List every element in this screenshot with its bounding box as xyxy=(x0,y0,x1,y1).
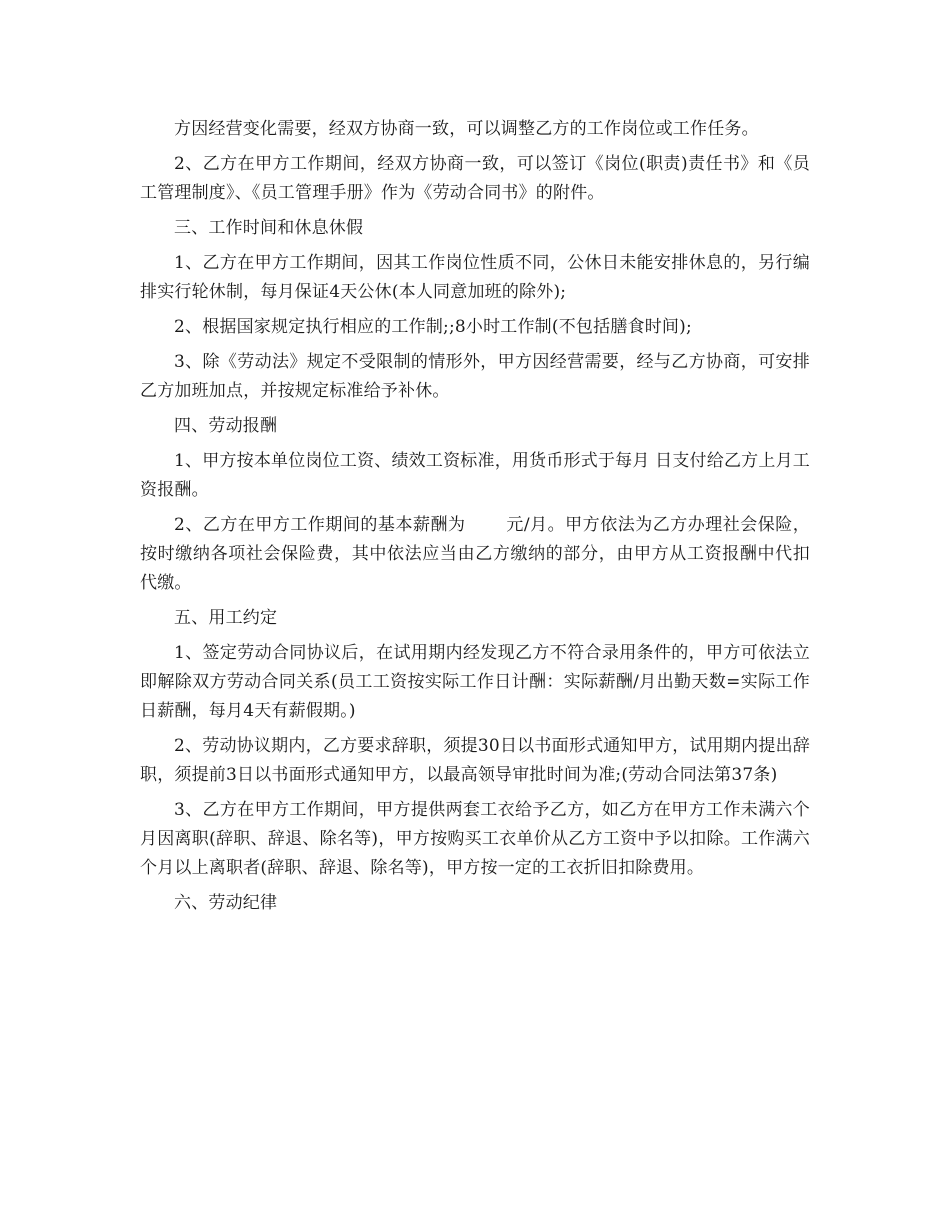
paragraph-overtime: 3、除《劳动法》规定不受限制的情形外，甲方因经营需要，经与乙方协商，可安排乙方加班加点，并按规定标准给予补休。 xyxy=(140,352,810,401)
paragraph-resignation: 2、劳动协议期内，乙方要求辞职，须提30日以书面形式通知甲方，试用期内提出辞职，须提前3日以书面形式通知甲方，以最高领导审批时间为准;(劳动合同法第37条) xyxy=(140,736,810,785)
paragraph-base-salary: 2、乙方在甲方工作期间的基本薪酬为 元/月。甲方依法为乙方办理社会保险，按时缴纳各项社会保险费，其中依法应当由乙方缴纳的部分，由甲方从工资报酬中代扣代缴。 xyxy=(140,515,810,593)
paragraph-continuation: 方因经营变化需要，经双方协商一致，可以调整乙方的工作岗位或工作任务。 xyxy=(174,119,759,139)
section-heading-discipline: 六、劳动纪律 xyxy=(174,893,278,913)
section-heading-employment-terms: 五、用工约定 xyxy=(174,608,278,628)
document-body xyxy=(140,115,810,918)
paragraph-salary-payment: 1、甲方按本单位岗位工资、绩效工资标准，用货币形式于每月 日支付给乙方上月工资报酬。 xyxy=(140,451,810,500)
section-heading-work-hours: 三、工作时间和休息休假 xyxy=(174,218,364,238)
paragraph-probation: 1、签定劳动合同协议后，在试用期内经发现乙方不符合录用条件的，甲方可依法立即解除双方劳动合同关系(员工工资按实际工作日计酬：实际薪酬/月出勤天数=实际工作日薪酬，每月4天有薪假期。) xyxy=(140,643,810,721)
paragraph-rotation-rest: 1、乙方在甲方工作期间，因其工作岗位性质不同，公休日未能安排休息的，另行编排实行轮休制，每月保证4天公休(本人同意加班的除外); xyxy=(140,253,810,302)
paragraph-work-system: 2、根据国家规定执行相应的工作制;;8小时工作制(不包括膳食时间); xyxy=(174,317,692,337)
paragraph-uniform: 3、乙方在甲方工作期间，甲方提供两套工衣给予乙方，如乙方在甲方工作未满六个月因离职(辞职、辞退、除名等)，甲方按购买工衣单价从乙方工资中予以扣除。工作满六个月以上离职者(辞职、辞退、除名等)，甲方按一定的工衣折旧扣除费用。 xyxy=(140,800,810,878)
section-heading-remuneration: 四、劳动报酬 xyxy=(174,416,278,436)
paragraph-annex-clause: 2、乙方在甲方工作期间，经双方协商一致，可以签订《岗位(职责)责任书》和《员工管理制度》、《员工管理手册》作为《劳动合同书》的附件。 xyxy=(140,154,810,203)
